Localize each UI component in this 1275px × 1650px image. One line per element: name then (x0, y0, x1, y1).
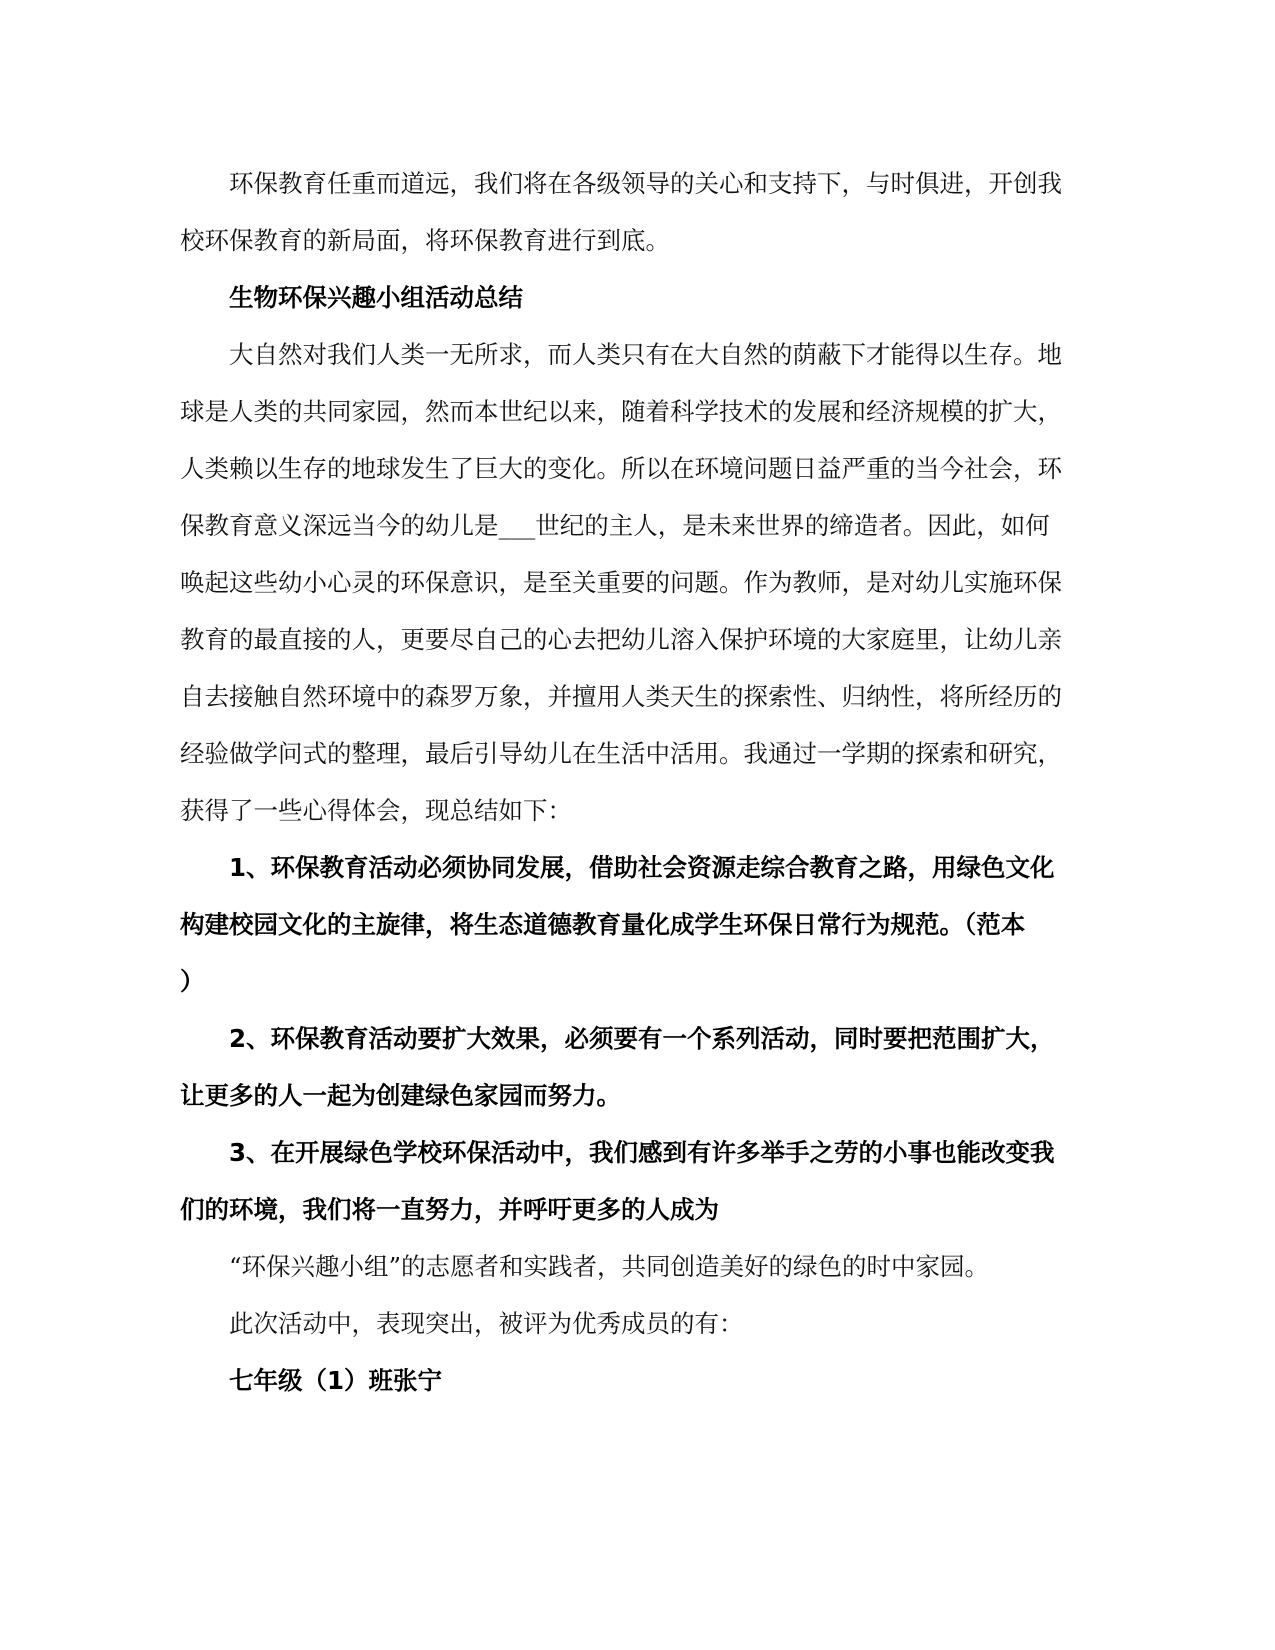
awards-intro-line: 此次活动中，表现突出，被评为优秀成员的有： (229, 1309, 744, 1338)
intro-paragraph-line-4: 保教育意义深远当今的幼儿是___世纪的主人，是未来世界的缔造者。因此，如何 (180, 511, 1050, 540)
closing-paragraph-line-1: 环保教育任重而道远，我们将在各级领导的关心和支持下，与时俱进，开创我 (229, 169, 1062, 198)
intro-paragraph-line-6: 教育的最直接的人，更要尽自己的心去把幼儿溶入保护环境的大家庭里，让幼儿亲 (180, 625, 1062, 654)
point-3-line-1: 3、在开展绿色学校环保活动中，我们感到有许多举手之劳的小事也能改变我 (229, 1138, 1055, 1167)
intro-paragraph-line-9: 获得了一些心得体会，现总结如下： (180, 796, 572, 825)
intro-paragraph-line-2: 球是人类的共同家园，然而本世纪以来，随着科学技术的发展和经济规模的扩大， (180, 397, 1062, 426)
closing-paragraph-line-2: 校环保教育的新局面，将环保教育进行到底。 (180, 226, 670, 255)
volunteer-line: “环保兴趣小组”的志愿者和实践者，共同创造美好的绿色的时中家园。 (229, 1252, 990, 1281)
intro-paragraph-line-3: 人类赖以生存的地球发生了巨大的变化。所以在环境问题日益严重的当今社会，环 (180, 454, 1062, 483)
point-3-line-2: 们的环境，我们将一直努力，并呼吁更多的人成为 (180, 1195, 719, 1224)
intro-paragraph-line-7: 自去接触自然环境中的森罗万象，并擅用人类天生的探索性、归纳性，将所经历的 (180, 682, 1062, 711)
point-1-line-3: ） (180, 967, 205, 996)
award-recipient-line: 七年级（1）班张宁 (229, 1366, 443, 1395)
section-title: 生物环保兴趣小组活动总结 (229, 283, 523, 312)
point-1-line-1: 1、环保教育活动必须协同发展，借助社会资源走综合教育之路，用绿色文化 (229, 853, 1055, 882)
intro-paragraph-line-8: 经验做学问式的整理，最后引导幼儿在生活中活用。我通过一学期的探索和研究， (180, 739, 1062, 768)
point-1-line-2: 构建校园文化的主旋律，将生态道德教育量化成学生环保日常行为规范。（范本 (180, 910, 1026, 939)
point-2-line-1: 2、环保教育活动要扩大效果，必须要有一个系列活动，同时要把范围扩大， (229, 1024, 1055, 1053)
intro-paragraph-line-1: 大自然对我们人类一无所求，而人类只有在大自然的荫蔽下才能得以生存。地 (229, 340, 1062, 369)
point-2-line-2: 让更多的人一起为创建绿色家园而努力。 (180, 1081, 621, 1110)
intro-paragraph-line-5: 唤起这些幼小心灵的环保意识，是至关重要的问题。作为教师，是对幼儿实施环保 (180, 568, 1062, 597)
